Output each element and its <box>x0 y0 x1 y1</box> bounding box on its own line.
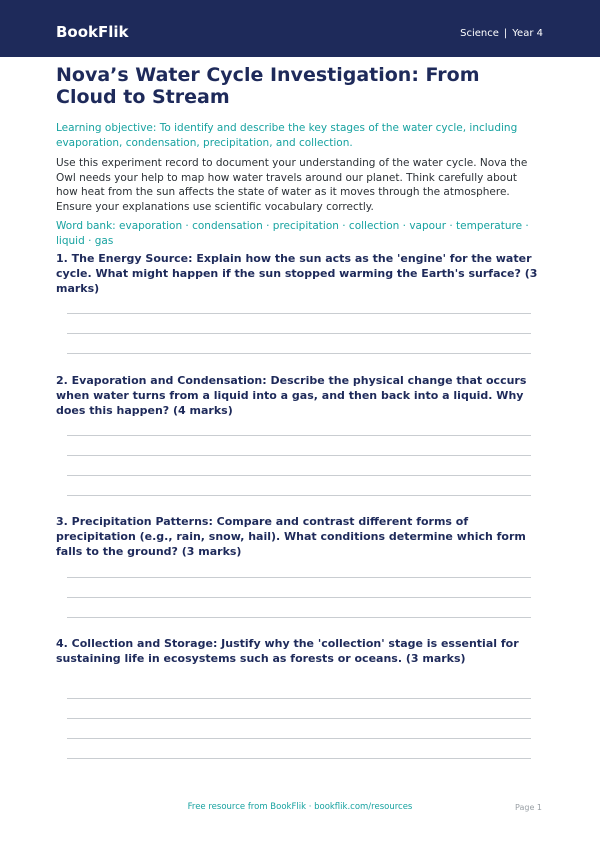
year-label: Year 4 <box>512 28 543 39</box>
answer-line[interactable] <box>67 738 531 739</box>
answer-line[interactable] <box>67 333 531 334</box>
answer-line[interactable] <box>67 577 531 578</box>
answer-line[interactable] <box>67 698 531 699</box>
question-2: 2. Evaporation and Condensation: Describe the physical change that occurs when water turns from a liquid into a gas, and then back into a liquid. Why does this happen? (4 marks) <box>56 374 527 417</box>
question-4: 4. Collection and Storage: Justify why the 'collection' stage is essential for sustaining life in ecosystems such as forests or oceans. (3 marks) <box>56 637 519 665</box>
answer-line[interactable] <box>67 435 531 436</box>
footer-text: Free resource from BookFlik · bookflik.com/resources <box>187 802 413 812</box>
learning-objective: Learning objective: To identify and describe the key stages of the water cycle, including evaporation, condensation, precipitation, and collection. <box>56 122 518 149</box>
answer-line[interactable] <box>67 475 531 476</box>
answer-line[interactable] <box>67 617 531 618</box>
answer-line[interactable] <box>67 718 531 719</box>
word-bank: Word bank: evaporation · condensation · precipitation · collection · vapour · temperature · liquid · gas <box>56 220 529 247</box>
question-1: 1. The Energy Source: Explain how the sun acts as the 'engine' for the water cycle. What might happen if the sun stopped warming the Earth's surface? (3 marks) <box>56 252 538 295</box>
answer-line[interactable] <box>67 313 531 314</box>
subject-label: Science <box>460 28 499 39</box>
subject-year-label <box>460 27 543 41</box>
page-number: Page 1 <box>515 803 542 812</box>
meta-separator: | <box>503 28 508 39</box>
answer-line[interactable] <box>67 495 531 496</box>
header-bar <box>0 0 600 57</box>
intro-text: Use this experiment record to document your understanding of the water cycle. Nova the Owl needs your help to map how water travels around our planet. Think carefully about how heat from the sun affects the state of water as it moves through the atmosphere. Ensure your explanations use scientific vocabulary correctly. <box>56 157 528 213</box>
brand-logo: BookFlik <box>56 23 129 41</box>
answer-line[interactable] <box>67 597 531 598</box>
answer-line[interactable] <box>67 758 531 759</box>
answer-line[interactable] <box>67 353 531 354</box>
worksheet-title: Nova’s Water Cycle Investigation: From Cloud to Stream <box>56 64 480 108</box>
answer-line[interactable] <box>67 455 531 456</box>
question-3: 3. Precipitation Patterns: Compare and contrast different forms of precipitation (e.g., rain, snow, hail). What conditions determine which form falls to the ground? (3 marks) <box>56 515 526 558</box>
